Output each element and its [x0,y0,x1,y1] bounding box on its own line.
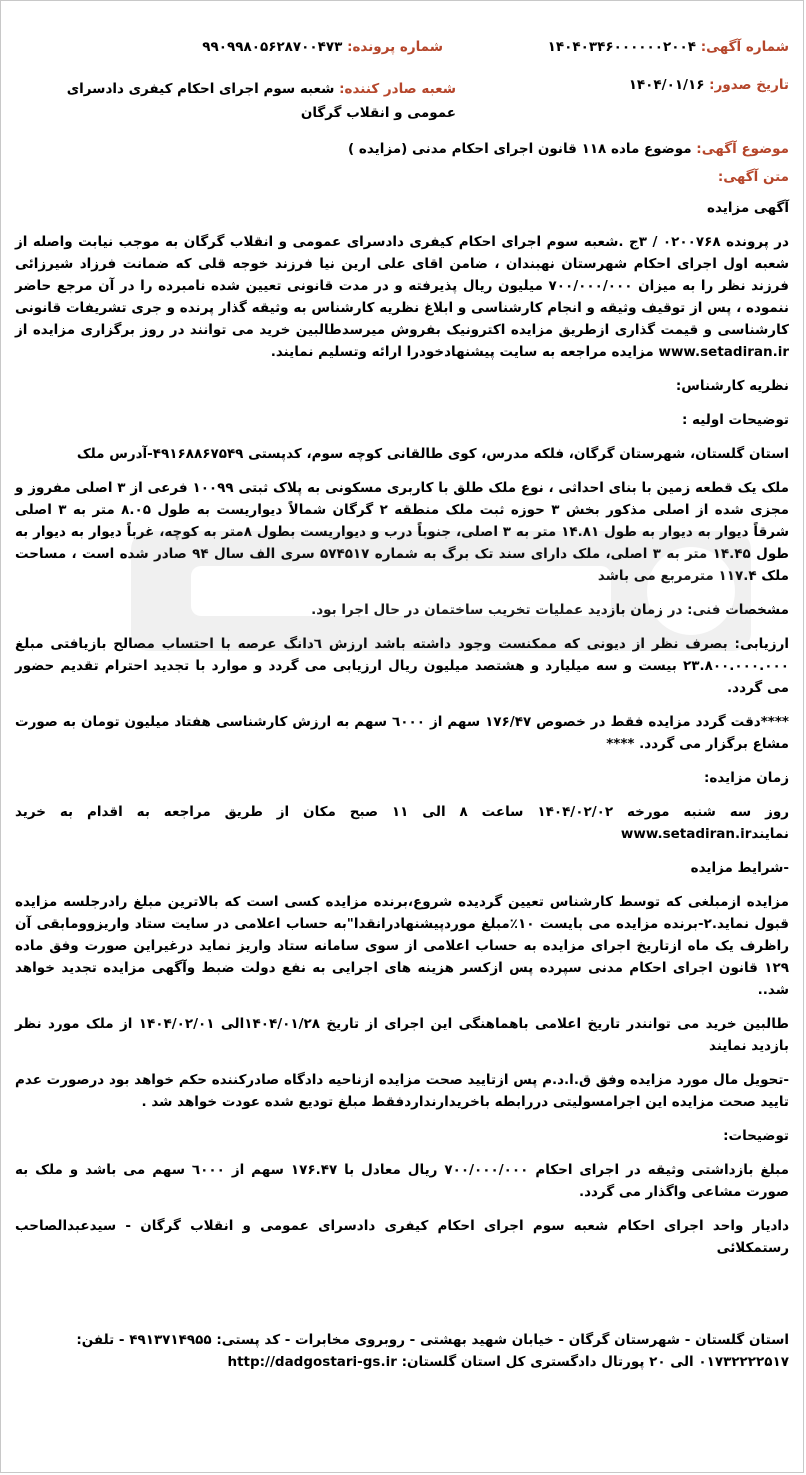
issuer: شعبه صادر کننده: شعبه سوم اجرای احکام کیفری دادسرای عمومی و انقلاب گرگان [66,81,456,121]
visit-info: طالبین خرید می توانندر تاریخ اعلامی باهماهنگی این اجرای از تاریخ ۱۴۰۴/۰۱/۲۸الی ۱۴۰۴/۰۲/۰۱ از ملک مورد نظر بازدید نمایند [15,1016,790,1054]
footer-phone: ۰۱۷۳۲۲۲۲۵۱۷ الی ۲۰ پورتال دادگستری کل استان گلستان: [401,1354,789,1370]
notes: مبلغ بازداشتی وثیقه در اجرای احکام ۷۰۰/۰۰۰/۰۰۰ ریال معادل با ۱۷۶.۴۷ سهم از ٦۰۰۰ سهم می باشد و ملک به صورت مشاعی واگذار می گردد. [15,1162,789,1200]
subject-row [15,141,789,157]
auction-time: روز سه شنبه مورخه ۱۴۰۴/۰۲/۰۲ ساعت ۸ الی ۱۱ صبح مکان از طریق مراجعه به اقدام به خرید نمایندwww.setadiran.ir [15,804,789,842]
portal-link[interactable]: http://dadgostari-gs.ir [227,1354,397,1370]
subject-label: موضوع آگهی: [696,141,789,157]
auction-time-label: زمان مزایده: [703,770,789,786]
notice-body [1,197,803,1259]
notice-footer [1,1329,803,1373]
conditions-label: -شرایط مزایده [690,860,789,876]
initial-desc-label: توضیحات اولیه : [681,412,789,428]
property-address: استان گلستان، شهرستان گرگان، فلکه مدرس، کوی طالقانی کوچه سوم، کدپستی ۴۹۱۶۸۸۶۷۵۴۹-آدرس ملک [76,446,789,462]
technical-specs: مشخصات فنی: در زمان بازدید عملیات تخریب ساختمان در حال اجرا بود. [311,602,789,618]
signature: دادیار واحد اجرای احکام شعبه سوم اجرای احکام کیفری دادسرای عمومی و انقلاب گرگان - سیدعبدالصاحب رستمکلائی [15,1218,789,1256]
file-number: شماره پرونده: ۹۹۰۹۹۸۰۵۶۲۸۷۰۰۴۷۳ [202,39,443,55]
notice-number: شماره آگهی: ۱۴۰۴۰۳۴۶۰۰۰۰۰۰۲۰۰۴ [547,39,789,55]
issue-date: تاریخ صدور: ۱۴۰۴/۰۱/۱۶ [628,77,789,93]
expert-opinion-label: نظریه کارشناس: [675,378,789,394]
body-intro: در پرونده ۰۲۰۰۷۶۸ / ۳ج .شعبه سوم اجرای احکام کیفری دادسرای عمومی و انقلاب گرگان به موجب نیابت واصله از شعبه اول اجرای احکام شهرستان نهبندان ، ضامن اقای علی ارین نیا فرزند خوجه قلی که ضمانت فرزاد شیرزائی فرزند نظر را به میزان ۷۰۰/۰۰۰/۰۰۰ میلیون ریال پذیرفته و در مدت قانونی تعیین شده نامبرده را در آن مرجع حاضر ننموده ، پس از توقیف وثیقه و انجام کارشناسی و ابلاغ نظریه کارشناس به وثیقه گذار پرنده و جری تشریفات قانونی کارشناسی و قیمت گذاری ازطریق مزایده اکترونیک بفروش میرسدطالبین خرید می توانند در روز برگزاری مزایده از www.setadiran.ir مزایده مراجعه به سایت پیشنهادخودرا ارائه وتسلیم نمایند. [15,234,789,360]
footer-line-1: استان گلستان - شهرستان گرگان - خیابان شهید بهشتی - روبروی مخابرات - کد پستی: ۴۹۱۳۷۱۴۹۵۵ - تلفن: [76,1332,789,1348]
subject-value: موضوع ماده ۱۱۸ قانون اجرای احکام مدنی (مزایده ) [348,141,692,157]
conditions: مزایده ازمبلغی که توسط کارشناس تعیین گردیده شروع،برنده مزایده کسی است که بالاترین مبلغ رادرجلسه مزایده قبول نماید.۲-برنده مزایده می بایست ۱۰٪مبلغ موردپیشنهادرانقدا"به حساب اعلامی در سایت ستاد واریزوومابقی آن راظرف یک ماه ازتاریخ اجرای مزایده به حساب اعلامی از سوی سامانه ستاد واریز نماید درغیراین صورت وفق ماده ۱۲۹ قانون اجرای احکام مدنی سپرده پس ازکسر هزینه های اجرایی به نفع دولت ضبط وآگهی مزایده تجدید خواهد شد.. [15,894,789,998]
body-title: آگهی مزایده [707,200,789,216]
notes-label: توضیحات: [723,1128,789,1144]
property-description: ملک یک قطعه زمین با بنای احداثی ، نوع ملک طلق با کاربری مسکونی به پلاک ثبتی ۱۰۰۹۹ فرعی از ۳ اصلی مفروز و مجزی شده از اصلی مذکور بخش ۳ حوزه ثبت ملک منطقه ۲ گرگان شمالاً دیواریست به طول ۸.۰۵ متر به ۳ اصلی شرقاً دیوار به دیوار به طول ۱۴.۸۱ متر به ۳ اصلی، جنوباً درب و دیواریست بطول ۸متر به کوچه، غرباً دیوار به دیوار به طول ۱۴.۴۵ متر به ۳ اصلی، ملک دارای سند تک برگ به شماره ۵۷۴۵۱۷ سری الف سال ۹۴ صادر شده است ، مساحت ملک ۱۱۷.۴ مترمربع می باشد [15,480,790,584]
delivery-info: -تحویل مال مورد مزایده وفق ق.ا.د.م پس ازتایید صحت مزایده ازناحیه دادگاه صادرکننده حکم خواهد بود درصورت عدم تایید صحت مزایده این اجرامسولیتی دررابطه باخریدارنداردفقط مبلغ تودیع شده عودت خواهد شد . [15,1072,789,1110]
share-note: ****دقت گردد مزایده فقط در خصوص ۱۷۶/۴۷ سهم از ٦۰۰۰ سهم به ارزش کارشناسی هفتاد میلیون تومان به صورت مشاع برگزار می گردد. **** [15,714,789,752]
text-label: متن آگهی: [717,169,789,185]
valuation: ارزیابی: بصرف نظر از دیونی که ممکنست وجود داشته باشد ارزش ٦دانگ عرصه با احتساب مصالح بازیافتی مبلغ ۲۳.۸۰۰.۰۰۰.۰۰۰ بیست و سه میلیارد و هشتصد میلیون ریال ارزیابی می گردد و موارد با تجدید احترام تقدیم حضور می گردد. [15,636,789,696]
text-label-row [15,169,789,185]
notice-header [1,1,803,141]
notice-meta [1,141,803,185]
footer-line-2 [15,1351,789,1373]
